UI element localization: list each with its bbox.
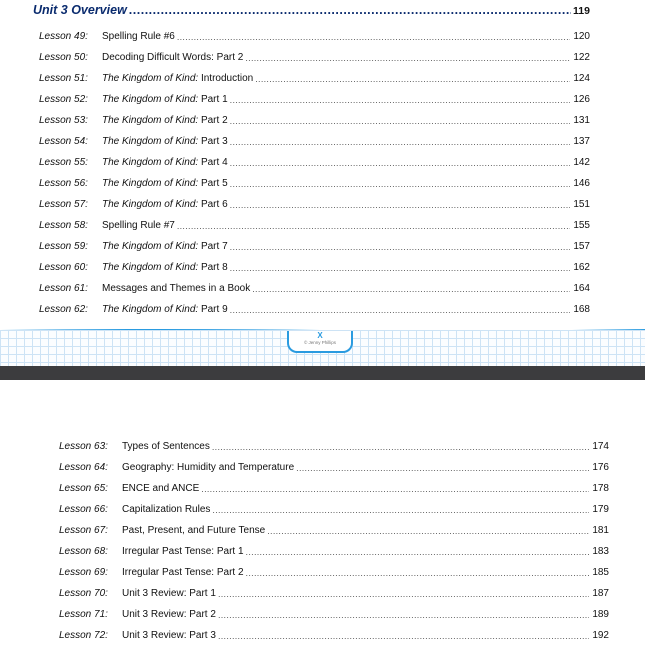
leader-dots <box>218 589 589 599</box>
leader-dots <box>255 74 570 84</box>
lesson-title-part: Part 6 <box>198 199 228 210</box>
lesson-number: Lesson 72: <box>59 630 108 641</box>
lesson-title <box>102 283 250 294</box>
logo-copyright: © Jenny Phillips <box>303 340 337 345</box>
lesson-title <box>102 304 228 315</box>
lesson-title-main: The Kingdom of Kind: <box>102 262 199 273</box>
leader-dots <box>230 179 571 189</box>
lesson-number: Lesson 49: <box>39 31 88 42</box>
page-number: 176 <box>592 462 609 473</box>
lesson-title-part: Part 5 <box>198 178 228 189</box>
toc-entry[interactable] <box>59 436 609 457</box>
lesson-number: Lesson 61: <box>39 283 88 294</box>
lesson-title <box>102 241 228 252</box>
lesson-title <box>102 178 228 189</box>
lesson-number: Lesson 60: <box>39 262 88 273</box>
lesson-title <box>122 483 199 494</box>
lesson-number: Lesson 52: <box>39 94 88 105</box>
logo-mark-icon: X <box>317 331 323 340</box>
lesson-title <box>122 525 265 536</box>
lesson-title <box>102 220 175 231</box>
unit-page-number: 119 <box>573 5 590 17</box>
page-number: 185 <box>592 567 609 578</box>
toc-entry[interactable] <box>59 604 609 625</box>
toc-entry[interactable] <box>39 131 590 152</box>
toc-entry[interactable] <box>59 625 609 646</box>
lesson-title <box>102 52 243 63</box>
lesson-number: Lesson 63: <box>59 441 108 452</box>
lesson-title-main: The Kingdom of Kind: <box>102 73 199 84</box>
toc-entry[interactable] <box>59 478 609 499</box>
lesson-number: Lesson 67: <box>59 525 108 536</box>
page-break-band <box>0 366 645 380</box>
page-number: 124 <box>573 73 590 84</box>
toc-entry[interactable] <box>39 278 590 299</box>
lesson-title-main: Unit 3 Review: Part 1 <box>122 588 216 599</box>
page-number: 187 <box>592 588 609 599</box>
toc-entry[interactable] <box>39 215 590 236</box>
lesson-title-part: Part 9 <box>198 304 228 315</box>
leader-dots <box>177 221 570 231</box>
toc-entry[interactable] <box>39 68 590 89</box>
lesson-number: Lesson 62: <box>39 304 88 315</box>
leader-dots <box>230 242 571 252</box>
leader-dots <box>218 631 589 641</box>
lesson-number: Lesson 71: <box>59 609 108 620</box>
toc-entry[interactable] <box>39 194 590 215</box>
toc-entry[interactable] <box>39 257 590 278</box>
page-number: 155 <box>573 220 590 231</box>
lesson-number: Lesson 58: <box>39 220 88 231</box>
leader-dots <box>230 116 571 126</box>
lesson-title <box>102 73 253 84</box>
lesson-title-part: Part 1 <box>198 94 228 105</box>
leader-dots <box>218 610 589 620</box>
toc-entry[interactable] <box>59 541 609 562</box>
toc-entry[interactable] <box>39 152 590 173</box>
lesson-number: Lesson 51: <box>39 73 88 84</box>
leader-dots <box>129 3 571 17</box>
page-number: 168 <box>573 304 590 315</box>
page-number: 146 <box>573 178 590 189</box>
lesson-title-main: The Kingdom of Kind: <box>102 157 199 168</box>
lesson-title-main: The Kingdom of Kind: <box>102 304 199 315</box>
toc-entry[interactable] <box>39 89 590 110</box>
lesson-title-main: Spelling Rule #6 <box>102 31 175 42</box>
lesson-number: Lesson 56: <box>39 178 88 189</box>
leader-dots <box>296 463 589 473</box>
lesson-title <box>122 441 210 452</box>
leader-dots <box>230 95 571 105</box>
lesson-number: Lesson 70: <box>59 588 108 599</box>
page-number: 162 <box>573 262 590 273</box>
toc-entry[interactable] <box>59 562 609 583</box>
lesson-number: Lesson 55: <box>39 157 88 168</box>
lesson-number: Lesson 57: <box>39 199 88 210</box>
lesson-title <box>122 567 244 578</box>
lesson-title-part: Introduction <box>198 73 254 84</box>
lesson-title-main: Irregular Past Tense: Part 1 <box>122 546 244 557</box>
lesson-title-main: The Kingdom of Kind: <box>102 241 199 252</box>
lesson-title-main: Unit 3 Review: Part 2 <box>122 609 216 620</box>
lesson-title <box>102 262 228 273</box>
toc-entry[interactable] <box>59 457 609 478</box>
leader-dots <box>267 526 589 536</box>
lesson-title-part: Part 3 <box>198 136 228 147</box>
lesson-title-part: Part 7 <box>198 241 228 252</box>
leader-dots <box>230 158 571 168</box>
lesson-number: Lesson 64: <box>59 462 108 473</box>
leader-dots <box>246 568 590 578</box>
lesson-title <box>122 588 216 599</box>
lesson-number: Lesson 50: <box>39 52 88 63</box>
page-number: 157 <box>573 241 590 252</box>
lesson-title <box>122 546 244 557</box>
page-number: 126 <box>573 94 590 105</box>
lesson-title-main: ENCE and ANCE <box>122 483 200 494</box>
lesson-number: Lesson 68: <box>59 546 108 557</box>
leader-dots <box>177 32 570 42</box>
lesson-number: Lesson 54: <box>39 136 88 147</box>
page-number: 174 <box>592 441 609 452</box>
page-number: 179 <box>592 504 609 515</box>
toc-list-bottom <box>59 436 609 646</box>
lesson-title <box>122 462 294 473</box>
lesson-title <box>102 157 228 168</box>
lesson-number: Lesson 59: <box>39 241 88 252</box>
lesson-number: Lesson 66: <box>59 504 108 515</box>
toc-entry[interactable] <box>59 583 609 604</box>
lesson-title-main: Messages and Themes in a Book <box>102 283 251 294</box>
page-number: 151 <box>573 199 590 210</box>
toc-entry[interactable] <box>39 236 590 257</box>
toc-entry[interactable] <box>59 499 609 520</box>
lesson-title <box>102 94 228 105</box>
lesson-title-main: Irregular Past Tense: Part 2 <box>122 567 244 578</box>
leader-dots <box>230 263 571 273</box>
unit-heading-row[interactable] <box>33 3 590 21</box>
lesson-title-main: Unit 3 Review: Part 3 <box>122 630 216 641</box>
lesson-title-main: The Kingdom of Kind: <box>102 178 199 189</box>
leader-dots <box>252 284 570 294</box>
page-number: 137 <box>573 136 590 147</box>
leader-dots <box>230 137 571 147</box>
lesson-title-main: Geography: Humidity and Temperature <box>122 462 295 473</box>
leader-dots <box>212 505 589 515</box>
lesson-title-main: The Kingdom of Kind: <box>102 136 199 147</box>
lesson-title-main: Decoding Difficult Words: Part 2 <box>102 52 244 63</box>
lesson-title-main: The Kingdom of Kind: <box>102 94 199 105</box>
page-number: 178 <box>592 483 609 494</box>
leader-dots <box>246 547 590 557</box>
page-number: 183 <box>592 546 609 557</box>
lesson-title-main: Past, Present, and Future Tense <box>122 525 266 536</box>
toc-entry[interactable] <box>59 520 609 541</box>
lesson-title-main: The Kingdom of Kind: <box>102 199 199 210</box>
toc-entry[interactable] <box>39 299 590 320</box>
leader-dots <box>201 484 589 494</box>
lesson-title-main: Spelling Rule #7 <box>102 220 175 231</box>
page-number: 181 <box>592 525 609 536</box>
lesson-title <box>122 504 210 515</box>
toc-entry[interactable] <box>39 47 590 68</box>
lesson-title <box>102 31 175 42</box>
lesson-title <box>102 199 228 210</box>
lesson-number: Lesson 69: <box>59 567 108 578</box>
toc-entry[interactable] <box>39 26 590 47</box>
leader-dots <box>212 442 589 452</box>
lesson-number: Lesson 53: <box>39 115 88 126</box>
unit-title: Unit 3 Overview <box>33 3 127 17</box>
page-number: 142 <box>573 157 590 168</box>
page-number: 164 <box>573 283 590 294</box>
lesson-title <box>122 630 216 641</box>
lesson-title-main: The Kingdom of Kind: <box>102 115 199 126</box>
lesson-title-part: Part 2 <box>198 115 228 126</box>
toc-list-top <box>39 26 590 320</box>
lesson-title <box>102 115 228 126</box>
lesson-title-part: Part 4 <box>198 157 228 168</box>
lesson-title <box>122 609 216 620</box>
page-number: 120 <box>573 31 590 42</box>
leader-dots <box>230 305 571 315</box>
page-number: 131 <box>573 115 590 126</box>
publisher-logo <box>287 331 353 353</box>
lesson-title <box>102 136 228 147</box>
leader-dots <box>245 53 570 63</box>
leader-dots <box>230 200 571 210</box>
lesson-title-main: Capitalization Rules <box>122 504 211 515</box>
page-number: 189 <box>592 609 609 620</box>
lesson-number: Lesson 65: <box>59 483 108 494</box>
toc-entry[interactable] <box>39 110 590 131</box>
page-number: 192 <box>592 630 609 641</box>
toc-entry[interactable] <box>39 173 590 194</box>
lesson-title-part: Part 8 <box>198 262 228 273</box>
page-number: 122 <box>573 52 590 63</box>
lesson-title-main: Types of Sentences <box>122 441 210 452</box>
